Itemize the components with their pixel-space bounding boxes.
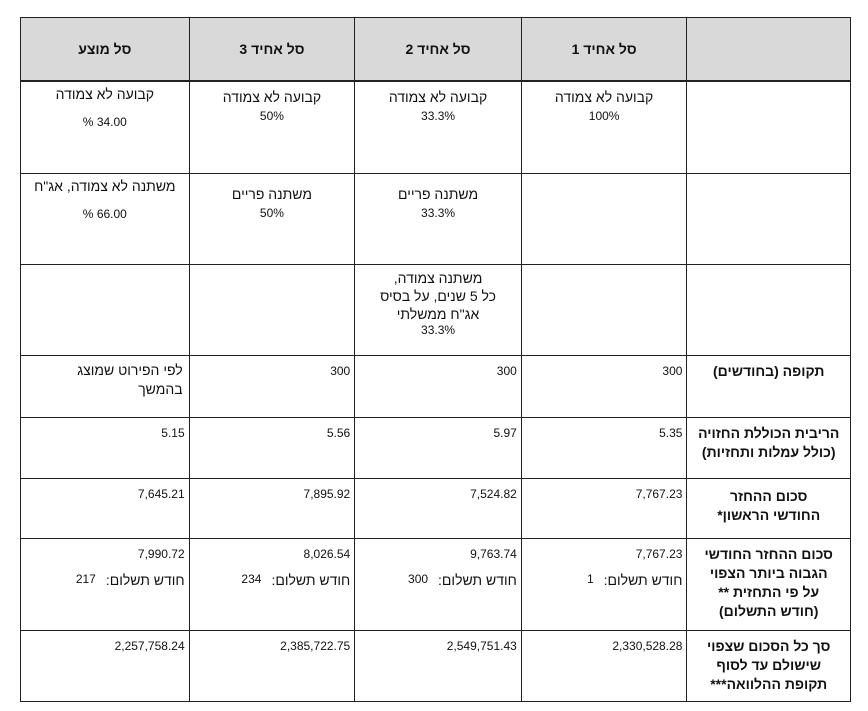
payment-month-value: 217 <box>75 571 96 586</box>
interest-value: 5.15 <box>161 425 185 440</box>
track-share: 33.3% <box>421 109 456 123</box>
max-payment-basket-3 <box>189 538 355 630</box>
total-value: 2,257,758.24 <box>114 638 185 653</box>
interest-value: 5.35 <box>659 425 683 440</box>
mix-row-2-basket-1 <box>521 173 687 264</box>
period-value: 300 <box>496 363 517 378</box>
payment-month-label: חודש תשלום: <box>603 571 683 588</box>
comparison-table-container <box>20 17 851 702</box>
track-share: 33.3% <box>421 322 456 337</box>
track-name: קבועה לא צמודה <box>554 89 654 105</box>
mix-row-2-basket-2 <box>355 173 522 264</box>
total-recommended <box>21 630 190 701</box>
track-share: 100% <box>588 109 620 123</box>
header-basket-3: סל אחיד 3 <box>189 18 355 82</box>
period-basket-1 <box>521 355 687 417</box>
header-row <box>21 18 851 82</box>
max-payment-basket-2 <box>355 538 522 630</box>
track-name: משתנה פריים <box>397 185 479 202</box>
track-name: קבועה לא צמודה <box>55 86 155 102</box>
max-payment-recommended <box>21 538 190 630</box>
interest-basket-1 <box>521 417 687 478</box>
mix-row-3-label <box>687 264 851 355</box>
payment-month <box>522 572 683 588</box>
first-payment-value: 7,767.23 <box>635 486 683 501</box>
track-share: 33.3% <box>421 205 456 220</box>
payment-month-label: חודש תשלום: <box>105 571 185 588</box>
first-payment-label: סכום ההחזר החודשי הראשון* <box>717 487 821 523</box>
total-basket-1 <box>521 630 687 701</box>
interest-basket-3 <box>189 417 355 478</box>
first-payment-basket-3 <box>189 478 355 538</box>
first-payment-recommended <box>21 478 190 538</box>
period-basket-2 <box>355 355 522 417</box>
first-payment-basket-1 <box>521 478 687 538</box>
period-recommended <box>21 355 190 417</box>
header-empty <box>687 18 851 82</box>
payment-month-label: חודש תשלום: <box>271 571 351 588</box>
track-share: 50% <box>259 205 284 220</box>
header-basket-1: סל אחיד 1 <box>521 18 687 82</box>
mix-row-1-basket-2 <box>355 81 522 173</box>
max-payment-amount: 7,767.23 <box>635 546 683 561</box>
payment-month <box>355 572 517 588</box>
track-name: משתנה לא צמודה, אג"ח <box>34 177 176 194</box>
first-payment-value: 7,524.82 <box>470 486 517 501</box>
mix-row-2-basket-3 <box>189 173 355 264</box>
mix-row-2-recommended <box>21 173 190 264</box>
total-label: סך כל הסכום שצפוי שישולם עד לסוף תקופת ההלוואה*** <box>707 637 831 692</box>
period-row <box>21 355 851 417</box>
period-value: לפי הפירוט שמוצג בהמשך <box>77 361 183 397</box>
max-payment-amount: 7,990.72 <box>137 546 185 561</box>
max-payment-amount: 8,026.54 <box>303 546 351 561</box>
first-payment-row <box>21 478 851 538</box>
interest-value: 5.97 <box>493 425 517 440</box>
payment-month-value: 1 <box>586 571 594 586</box>
total-value: 2,385,722.75 <box>280 638 351 653</box>
mix-row-3-basket-2 <box>355 264 522 355</box>
total-value: 2,330,528.28 <box>612 638 683 653</box>
payment-month-value: 300 <box>408 571 429 586</box>
mix-row-3-recommended <box>21 264 190 355</box>
mix-row-1-label <box>687 81 851 173</box>
mix-row-1-recommended <box>21 81 190 173</box>
mix-row-1 <box>21 81 851 173</box>
header-basket-2: סל אחיד 2 <box>355 18 522 82</box>
mix-row-1-basket-3 <box>189 81 355 173</box>
track-share: 34.00 % <box>82 115 127 129</box>
total-label-cell <box>687 630 851 701</box>
interest-row <box>21 417 851 478</box>
max-payment-row <box>21 538 851 630</box>
period-basket-3 <box>189 355 355 417</box>
interest-label: הריבית הכוללת החזויה (כולל עמלות ותחזיות) <box>698 424 840 460</box>
total-value: 2,549,751.43 <box>446 638 517 653</box>
track-share: 66.00 % <box>82 206 127 221</box>
track-name: משתנה צמודה, כל 5 שנים, על בסיס אג"ח ממשלתי <box>380 269 496 322</box>
max-payment-amount: 9,763.74 <box>470 546 517 561</box>
interest-recommended <box>21 417 190 478</box>
first-payment-value: 7,895.92 <box>303 486 351 501</box>
interest-label-cell <box>687 417 851 478</box>
payment-month <box>190 572 351 588</box>
period-label-cell <box>687 355 851 417</box>
mix-row-3-basket-1 <box>521 264 687 355</box>
mix-row-2-label <box>687 173 851 264</box>
max-payment-label: סכום ההחזר החודשי הגבוה ביותר הצפוי על פי התחזית ** (חודש התשלום) <box>704 545 833 619</box>
track-name: משתנה פריים <box>231 185 312 202</box>
max-payment-label-cell <box>687 538 851 630</box>
mortgage-basket-comparison-table <box>20 17 851 702</box>
mix-row-1-basket-1 <box>521 81 687 173</box>
period-label: תקופה (בחודשים) <box>713 362 825 379</box>
payment-month-label: חודש תשלום: <box>438 571 517 588</box>
track-name: קבועה לא צמודה <box>222 89 322 105</box>
total-row <box>21 630 851 701</box>
first-payment-basket-2 <box>355 478 522 538</box>
payment-month <box>21 572 185 588</box>
mix-row-3 <box>21 264 851 355</box>
track-name: קבועה לא צמודה <box>388 89 488 105</box>
header-recommended: סל מוצע <box>21 18 190 82</box>
period-value: 300 <box>330 363 351 378</box>
first-payment-value: 7,645.21 <box>137 486 185 501</box>
payment-month-value: 234 <box>241 571 262 586</box>
total-basket-2 <box>355 630 522 701</box>
period-value: 300 <box>662 363 683 378</box>
total-basket-3 <box>189 630 355 701</box>
track-share: 50% <box>259 109 284 123</box>
interest-value: 5.56 <box>326 425 351 440</box>
mix-row-3-basket-3 <box>189 264 355 355</box>
interest-basket-2 <box>355 417 522 478</box>
first-payment-label-cell <box>687 478 851 538</box>
mix-row-2 <box>21 173 851 264</box>
max-payment-basket-1 <box>521 538 687 630</box>
